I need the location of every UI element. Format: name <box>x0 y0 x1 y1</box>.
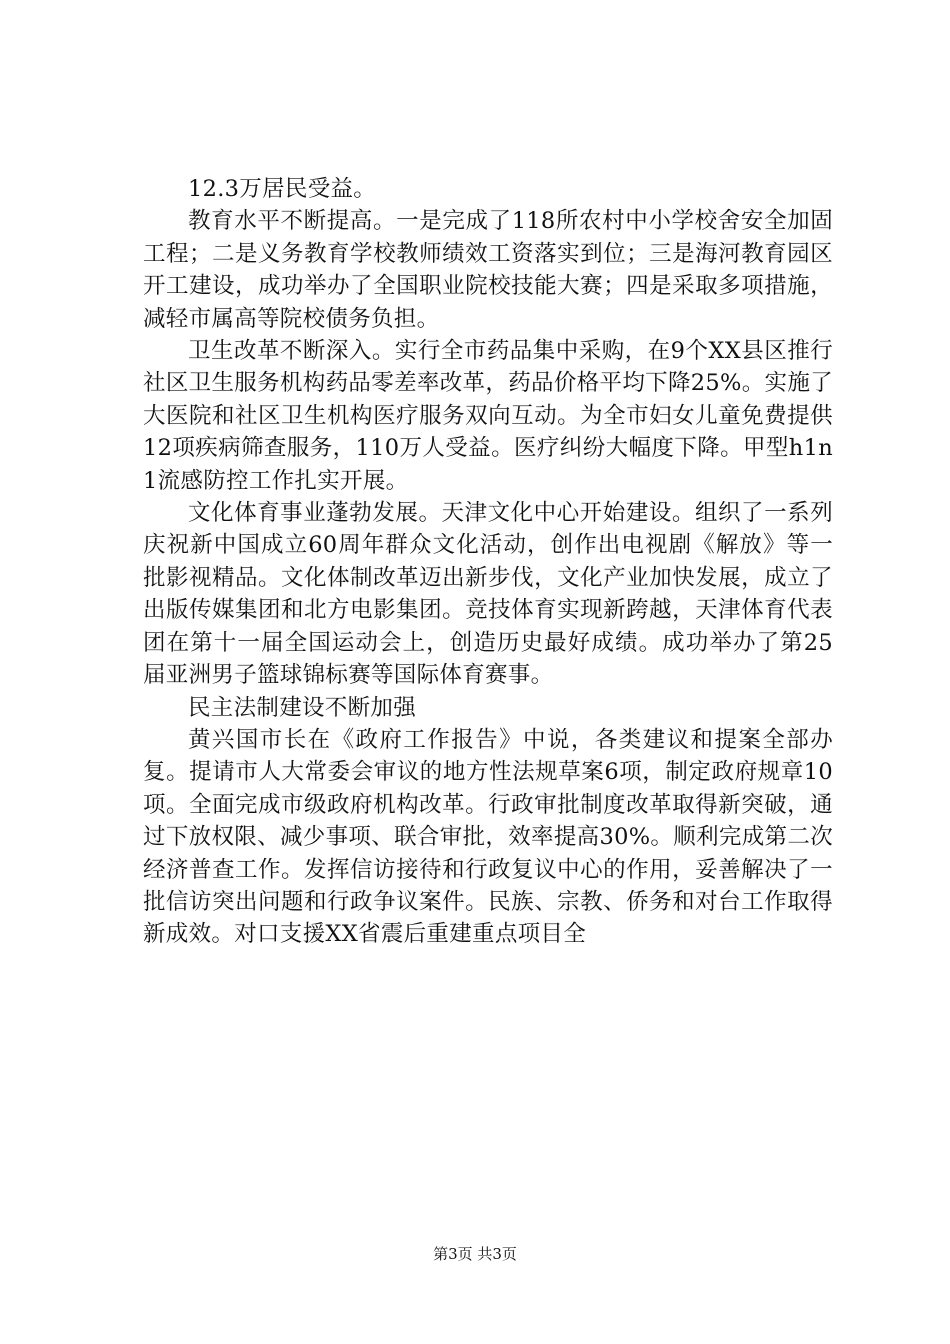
page-number: 第3页 共3页 <box>433 1245 517 1263</box>
section-heading-democracy-law: 民主法制建设不断加强 <box>188 694 417 721</box>
paragraph-culture-sports: 文化体育事业蓬勃发展。天津文化中心开始建设。组织了一系列庆祝新中国成立60周年群众文化活动，创作出电视剧《解放》等一批影视精品。文化体制改革迈出新步伐，文化产业加快发展，成立了出版传媒集团和北方电影集团。竞技体育实现新跨越，天津体育代表团在第十一届全国运动会上，创造历史最好成绩。成功举办了第25届亚洲男子篮球锦标赛等国际体育赛事。 <box>143 500 833 689</box>
paragraph-residents-benefit: 12.3万居民受益。 <box>188 176 377 202</box>
paragraph-government-report: 黄兴国市长在《政府工作报告》中说，各类建议和提案全部办复。提请市人大常委会审议的地方性法规草案6项，制定政府规章10项。全面完成市级政府机构改革。行政审批制度改革取得新突破，通过下放权限、减少事项、联合审批，效率提高30%。顺利完成第二次经济普查工作。发挥信访接待和行政复议中心的作用，妥善解决了一批信访突出问题和行政争议案件。民族、宗教、侨务和对台工作取得新成效。对口支援XX省震后重建重点项目全 <box>143 726 833 948</box>
document-body <box>143 173 833 951</box>
paragraph-education: 教育水平不断提高。一是完成了118所农村中小学校舍安全加固工程；二是义务教育学校教师绩效工资落实到位；三是海河教育园区开工建设，成功举办了全国职业院校技能大赛；四是采取多项措施，减轻市属高等院校债务负担。 <box>143 208 833 332</box>
page-footer <box>0 1244 950 1264</box>
paragraph-health-reform: 卫生改革不断深入。实行全市药品集中采购，在9个XX县区推行社区卫生服务机构药品零差率改革，药品价格平均下降25%。实施了大医院和社区卫生机构医疗服务双向互动。为全市妇女儿童免费提供12项疾病筛查服务，110万人受益。医疗纠纷大幅度下降。甲型h1n1流感防控工作扎实开展。 <box>143 338 833 494</box>
